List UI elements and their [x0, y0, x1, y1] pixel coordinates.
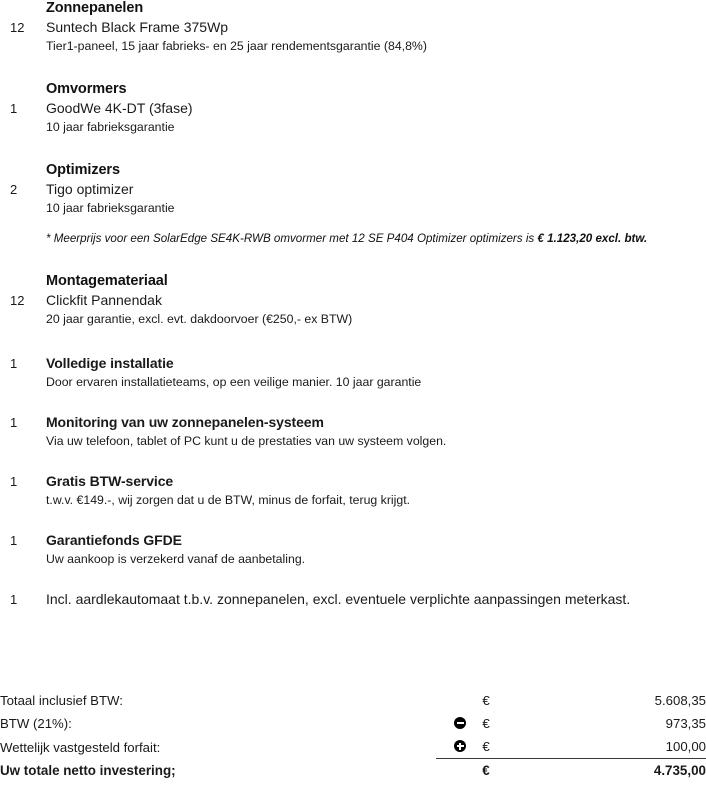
spacer: [0, 136, 706, 162]
totals-label: Totaal inclusief BTW:: [0, 693, 123, 708]
service-quantity: 1: [10, 356, 18, 371]
grand-total-label: Uw totale netto investering;: [0, 763, 176, 778]
service-body: [46, 472, 706, 509]
totals-value: 100,00: [665, 739, 706, 754]
spacer: [0, 450, 706, 472]
group-optimizers: [0, 162, 706, 217]
service-quantity: 1: [10, 415, 18, 430]
totals-sign: [436, 689, 466, 712]
service-body: [46, 590, 706, 609]
currency-symbol: €: [482, 739, 490, 754]
spacer: [0, 391, 706, 413]
service-body: [46, 413, 706, 450]
group-omvormers: [0, 81, 706, 136]
line-item-description: 20 jaar garantie, excl. evt. dakdoorvoer (€250,- ex BTW): [46, 312, 353, 326]
minus-circle-icon: [454, 717, 466, 729]
service-row-btw-service: [0, 472, 706, 509]
plus-circle-icon: [454, 740, 466, 752]
line-item-body: [46, 99, 706, 136]
line-item-body: [46, 18, 706, 55]
totals-sign: [436, 759, 466, 783]
service-title: Gratis BTW-service: [46, 473, 174, 489]
totals-label: BTW (21%):: [0, 716, 72, 731]
spacer: [0, 55, 706, 81]
currency-symbol: €: [482, 716, 490, 731]
group-zonnepanelen: [0, 0, 706, 55]
line-item-title: Suntech Black Frame 375Wp: [46, 19, 229, 35]
totals-table: [0, 689, 706, 782]
service-description: Via uw telefoon, tablet of PC kunt u de prestaties van uw systeem volgen.: [46, 434, 447, 448]
totals-sign: [436, 712, 466, 735]
service-row-monitoring: [0, 413, 706, 450]
totals-row-grand-total: [0, 759, 706, 783]
line-item-row: [0, 18, 706, 55]
totals-label: Wettelijk vastgesteld forfait:: [0, 739, 161, 755]
currency-symbol: €: [482, 693, 490, 708]
service-description: Uw aankoop is verzekerd vanaf de aanbetaling.: [46, 552, 306, 566]
upgrade-note-amount: € 1.123,20 excl. btw.: [537, 232, 648, 245]
service-title: Garantiefonds GFDE: [46, 532, 182, 548]
totals-row-forfait: [0, 735, 706, 759]
line-item-quantity: 12: [10, 293, 25, 308]
line-item-title: Clickfit Pannendak: [46, 292, 162, 308]
line-item-title: GoodWe 4K-DT (3fase): [46, 100, 193, 116]
spacer: [0, 247, 706, 273]
line-item-body: [46, 291, 706, 328]
group-title: Optimizers: [46, 162, 120, 178]
spacer: [0, 328, 706, 354]
group-title: Montagemateriaal: [46, 273, 168, 289]
grand-total-value: 4.735,00: [506, 759, 706, 783]
service-row-aardlekautomaat: [0, 590, 706, 609]
service-title: Incl. aardlekautomaat t.b.v. zonnepanelen, excl. eventuele verplichte aanpassingen meterkast.: [46, 591, 631, 607]
line-item-description: Tier1-paneel, 15 jaar fabrieks- en 25 jaar rendementsgarantie (84,8%): [46, 39, 427, 53]
upgrade-note: [46, 231, 706, 247]
service-row-volledige-installatie: [0, 354, 706, 391]
service-description: Door ervaren installatieteams, op een veilige manier. 10 jaar garantie: [46, 375, 422, 389]
group-montagemateriaal: [0, 273, 706, 328]
spacer: [0, 568, 706, 590]
service-quantity: 1: [10, 533, 18, 548]
spacer: [0, 509, 706, 531]
service-row-garantiefonds: [0, 531, 706, 568]
totals-sign: [436, 735, 466, 759]
line-item-quantity: 1: [10, 101, 18, 116]
spacer: [0, 217, 706, 231]
upgrade-note-text: * Meerprijs voor een SolarEdge SE4K-RWB omvormer met 12 SE P404 Optimizer optimizers is: [46, 232, 538, 245]
service-body: [46, 354, 706, 391]
line-item-quantity: 12: [10, 20, 25, 35]
line-item-description: 10 jaar fabrieksgarantie: [46, 120, 175, 134]
line-item-row: [0, 180, 706, 217]
group-title: Zonnepanelen: [46, 0, 144, 16]
totals-row-btw: [0, 712, 706, 735]
service-title: Volledige installatie: [46, 355, 174, 371]
group-title: Omvormers: [46, 81, 127, 97]
totals-value: 5.608,35: [654, 693, 706, 708]
service-quantity: 1: [10, 592, 18, 607]
line-item-row: [0, 99, 706, 136]
service-body: [46, 531, 706, 568]
totals-value: 973,35: [665, 716, 706, 731]
service-description: t.w.v. €149.-, wij zorgen dat u de BTW, minus de forfait, terug krijgt.: [46, 493, 411, 507]
line-item-body: [46, 180, 706, 217]
totals-row-inclusief-btw: [0, 689, 706, 712]
line-item-description: 10 jaar fabrieksgarantie: [46, 201, 175, 215]
line-item-title: Tigo optimizer: [46, 181, 134, 197]
line-item-row: [0, 291, 706, 328]
service-title: Monitoring van uw zonnepanelen-systeem: [46, 414, 324, 430]
currency-symbol: €: [466, 759, 506, 783]
line-item-quantity: 2: [10, 182, 18, 197]
service-quantity: 1: [10, 474, 18, 489]
